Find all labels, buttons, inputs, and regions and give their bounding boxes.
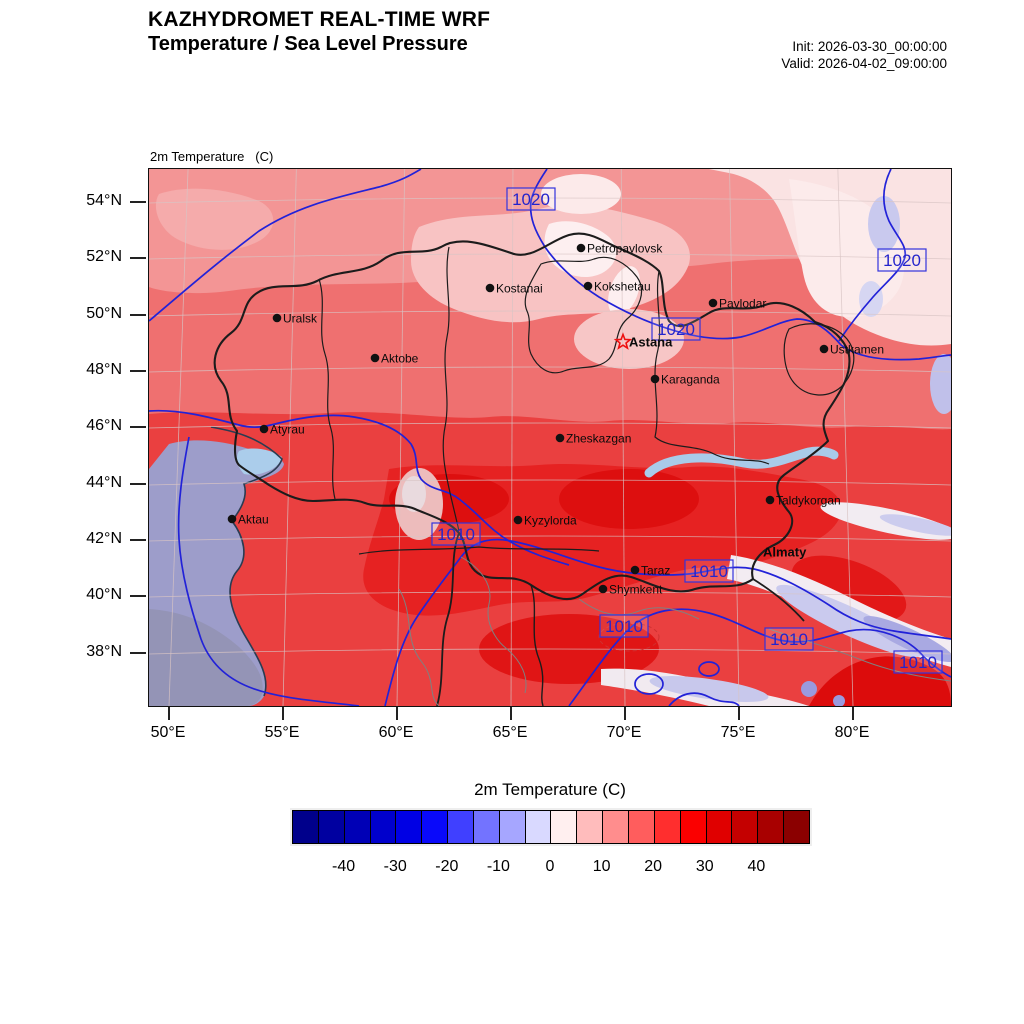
colorbar-cell: [474, 811, 500, 843]
colorbar-cell: [758, 811, 784, 843]
city-label: Taraz: [641, 563, 671, 578]
colorbar-cell: [784, 811, 809, 843]
colorbar-cell: [293, 811, 319, 843]
colorbar-tick-label: -40: [332, 858, 356, 875]
city-label: Aktau: [238, 512, 269, 527]
colorbar-cell: [707, 811, 733, 843]
lon-tick-mark: [168, 707, 170, 720]
colorbar-title: 2m Temperature (C): [474, 780, 626, 799]
lat-tick-label: 50°N: [86, 305, 122, 322]
temperature-shading: [149, 169, 951, 706]
pressure-label-value: 1010: [690, 562, 728, 581]
lon-tick-label: 60°E: [378, 724, 414, 741]
lat-tick-mark: [130, 652, 146, 654]
page-title: KAZHYDROMET REAL-TIME WRF: [148, 8, 491, 31]
colorbar-cell: [500, 811, 526, 843]
colorbar-cell: [526, 811, 552, 843]
lon-tick-mark: [624, 707, 626, 720]
city-label: Aktobe: [381, 351, 419, 366]
lat-tick-label: 40°N: [86, 586, 122, 603]
pressure-label-value: 1010: [770, 630, 808, 649]
colorbar-cell: [422, 811, 448, 843]
colorbar-cell: [551, 811, 577, 843]
colorbar-tick-label: 40: [747, 858, 766, 875]
lon-tick-mark: [282, 707, 284, 720]
page-subtitle: Temperature / Sea Level Pressure: [148, 33, 468, 55]
city-marker-dot: [273, 314, 282, 323]
city-label: Atyrau: [270, 422, 305, 437]
city-marker-dot: [577, 244, 586, 253]
colorbar-cell: [396, 811, 422, 843]
colorbar-tick-label: 10: [592, 858, 611, 875]
colorbar-cell: [319, 811, 345, 843]
city-label: Taldykorgan: [776, 493, 841, 508]
lon-tick-mark: [396, 707, 398, 720]
city-label: Kyzylorda: [524, 513, 577, 528]
pressure-label-value: 1020: [512, 190, 550, 209]
lat-tick-label: 52°N: [86, 248, 122, 265]
colorbar-cell: [629, 811, 655, 843]
weather-map: [149, 169, 951, 706]
colorbar-tick-label: -10: [486, 858, 510, 875]
lon-tick-mark: [510, 707, 512, 720]
lat-tick-mark: [130, 539, 146, 541]
city-label: Uralsk: [283, 311, 318, 326]
colorbar-tick-label: -20: [435, 858, 459, 875]
pressure-label-value: 1020: [883, 251, 921, 270]
city-marker-dot: [514, 516, 523, 525]
lat-tick-label: 42°N: [86, 530, 122, 547]
colorbar-cell: [448, 811, 474, 843]
city-label: Kostanai: [496, 281, 543, 296]
lat-tick-mark: [130, 257, 146, 259]
pressure-label-value: 1020: [657, 320, 695, 339]
lat-tick-mark: [130, 483, 146, 485]
lat-tick-mark: [130, 426, 146, 428]
city-label: Zheskazgan: [566, 431, 632, 446]
colorbar-cell: [345, 811, 371, 843]
city-marker-dot: [486, 284, 495, 293]
pressure-label-value: 1010: [899, 653, 937, 672]
pressure-label-value: 1010: [605, 617, 643, 636]
lat-tick-label: 44°N: [86, 474, 122, 491]
colorbar-cell: [603, 811, 629, 843]
city-label: Kokshetau: [594, 279, 651, 294]
city-marker-dot: [709, 299, 718, 308]
city-label: Almaty: [763, 544, 807, 560]
run-times: [781, 38, 947, 72]
city-label: Ustkamen: [830, 342, 885, 357]
field-label-temperature: 2m Temperature (C): [150, 149, 274, 164]
pressure-label-value: 1010: [437, 525, 475, 544]
city-marker-dot: [651, 375, 660, 384]
colorbar-tick-label: 30: [695, 858, 714, 875]
valid-time: Valid: 2026-04-02_09:00:00: [781, 56, 947, 71]
lon-tick-mark: [852, 707, 854, 720]
city-marker-dot: [371, 354, 380, 363]
city-label: Karaganda: [661, 372, 720, 387]
colorbar-cell: [655, 811, 681, 843]
city-label: Astana: [629, 334, 673, 350]
lat-tick-mark: [130, 595, 146, 597]
lon-tick-mark: [738, 707, 740, 720]
colorbar: [292, 810, 810, 844]
lon-tick-label: 55°E: [264, 724, 300, 741]
colorbar-tick-label: 0: [545, 858, 555, 875]
city-label: Pavlodar: [719, 296, 767, 311]
colorbar-cell: [732, 811, 758, 843]
init-time: Init: 2026-03-30_00:00:00: [792, 39, 947, 54]
lat-tick-label: 46°N: [86, 417, 122, 434]
city-label: Petropavlovsk: [587, 241, 663, 256]
colorbar-tick-label: 20: [644, 858, 663, 875]
city-marker-dot: [766, 496, 775, 505]
lon-tick-label: 65°E: [492, 724, 528, 741]
city-marker-dot: [260, 425, 269, 434]
colorbar-cell: [681, 811, 707, 843]
city-marker-dot: [631, 566, 640, 575]
lon-tick-label: 80°E: [834, 724, 870, 741]
city-marker-dot: [599, 585, 608, 594]
lat-tick-mark: [130, 370, 146, 372]
city-marker-dot: [820, 345, 829, 354]
city-marker-dot: [228, 515, 237, 524]
map-plot-area: [148, 168, 952, 707]
lat-tick-label: 54°N: [86, 192, 122, 209]
colorbar-cell: [577, 811, 603, 843]
lat-tick-mark: [130, 201, 146, 203]
colorbar-cell: [371, 811, 397, 843]
city-marker-dot: [584, 282, 593, 291]
lon-tick-label: 70°E: [606, 724, 642, 741]
lon-tick-label: 75°E: [720, 724, 756, 741]
colorbar-tick-label: -30: [383, 858, 407, 875]
city-label: Shymkent: [609, 582, 663, 597]
lat-tick-label: 38°N: [86, 643, 122, 660]
city-marker-dot: [556, 434, 565, 443]
lon-tick-label: 50°E: [150, 724, 186, 741]
lat-tick-mark: [130, 314, 146, 316]
lat-tick-label: 48°N: [86, 361, 122, 378]
